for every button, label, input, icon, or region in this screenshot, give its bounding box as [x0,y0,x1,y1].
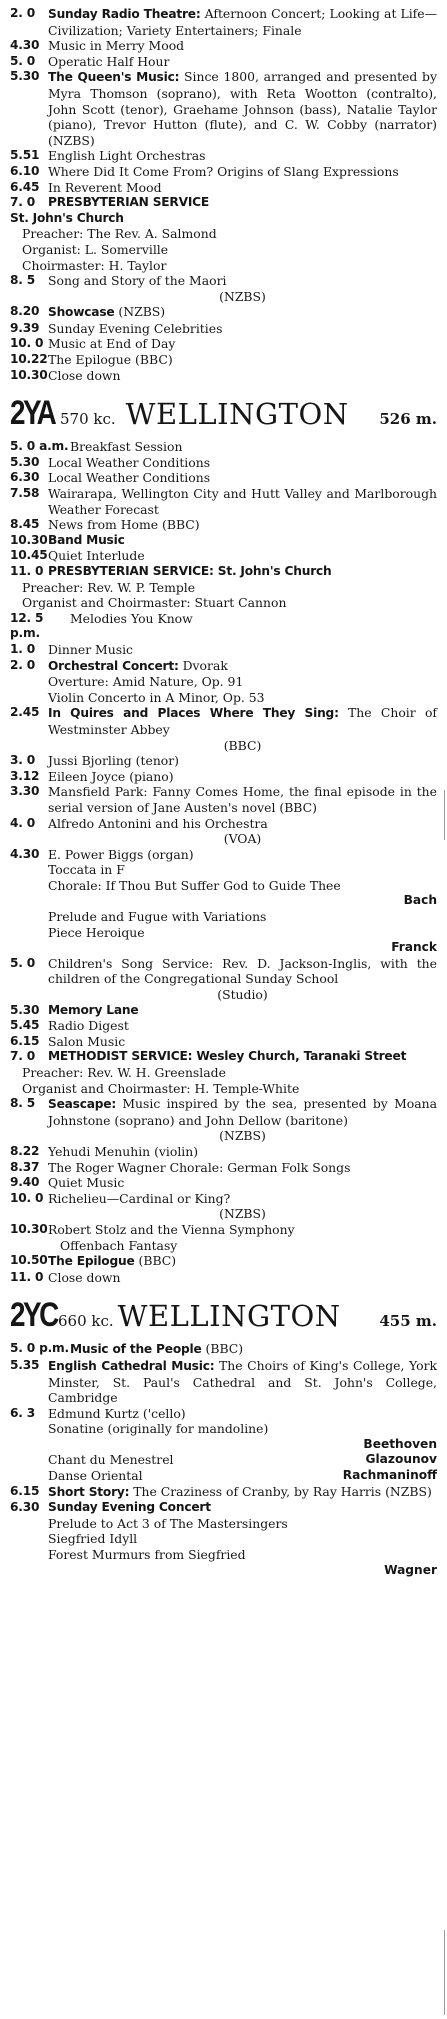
programme-entry [10,1049,437,1065]
composer-label: Rachmaninoff [342,1468,437,1483]
programme-entry [10,1034,437,1050]
programme-entry [10,273,437,304]
entry-text: The Choir of Westminster Abbey [48,705,437,737]
entry-time: 3.12 [10,768,40,783]
programme-entry [10,1270,437,1286]
entry-text: Radio Digest [48,1018,129,1034]
entry-text: Dinner Music [48,641,133,657]
entry-time: 5.45 [10,1018,40,1033]
programme-entry [10,769,437,785]
column-rule [444,790,445,840]
programme-entry [10,148,437,164]
entry-text: Alfredo Antonini and his Orchestra [48,815,268,831]
programme-section-2ya [10,439,437,1285]
column-rule [444,1930,445,2015]
programme-entry [10,1222,437,1253]
entry-text: The Epilogue (BBC) [48,352,173,368]
entry-time: 6.15 [10,1483,40,1498]
piece-line: Chant du Menestrel [48,1452,174,1468]
entry-text: E. Power Biggs (organ) [48,846,194,862]
station-frequency: 570 kc. [60,410,116,429]
entry-credit: (NZBS) [219,288,266,304]
service-line: Preacher: The Rev. A. Salmond [22,226,217,242]
piece-line: Chorale: If Thou But Suffer God to Guide Thee [48,877,341,893]
entry-time: 5.30 [10,454,40,469]
entry-time: 9.40 [10,1175,40,1190]
entry-time: 8.20 [10,304,40,319]
programme-entry [10,368,437,384]
entry-text: Music in Merry Mood [48,38,185,54]
programme-entry [10,304,437,321]
entry-time: 5. 0 [10,53,36,68]
entry-time: 5. 0 [10,955,36,970]
entry-time: 11. 0 [10,564,44,578]
programme-entry [10,455,437,471]
entry-text: (BBC) [138,1253,177,1269]
entry-time: 10.22 [10,352,48,367]
entry-time: 7. 0 [10,195,36,210]
programme-entry [10,548,437,564]
programme-entry [10,180,437,196]
entry-text: Close down [48,367,121,383]
service-details [10,580,437,611]
station-frequency: 660 kc. [58,1312,114,1331]
entry-text: Operatic Half Hour [48,53,170,69]
entry-time: 6. 3 [10,1405,36,1420]
entry-time: 10.30 [10,367,48,382]
entry-text: Breakfast Session [70,439,183,455]
entry-title: Music of the People [70,1342,202,1357]
piece-line: Piece Heroique [48,924,145,940]
programme-entry [10,517,437,533]
entry-time: 12. 5 p.m. [10,610,44,641]
entry-title: Showcase [48,305,115,320]
entry-text: Robert Stolz and the Vienna Symphony [48,1221,295,1237]
programme-section-2yc [10,1341,437,1578]
entry-time: 8.22 [10,1143,40,1158]
entry-time: 4.30 [10,38,40,53]
entry-time: 10. 0 [10,336,44,351]
programme-entry [10,1003,437,1019]
programme-entry [10,195,437,211]
programme-entry [10,54,437,70]
entry-text: Richelieu—Cardinal or King? [48,1190,231,1206]
entry-text: Salon Music [48,1033,126,1049]
entry-text: Quiet Music [48,1175,125,1191]
entry-text: Local Weather Conditions [48,454,211,470]
entry-title: Sunday Radio Theatre: [48,7,201,21]
entry-text: Eileen Joyce (piano) [48,768,174,784]
piece-line: Siegfried Idyll [48,1531,138,1547]
entry-credit: (BBC) [223,737,262,753]
piece-line: Sonatine (originally for mandoline) [48,1421,269,1437]
entry-time: 3. 0 [10,753,36,768]
station-header-2ya [10,395,437,431]
entry-time: 2.45 [10,705,40,720]
programme-entry [10,1484,437,1501]
entry-text: The Roger Wagner Chorale: German Folk Songs [48,1159,351,1175]
service-line: Organist and Choirmaster: Stuart Cannon [22,595,287,611]
entry-time: 8.45 [10,517,40,532]
entry-time: 6.30 [10,470,40,485]
entry-time: 9.39 [10,320,40,335]
entry-time: 5.35 [10,1357,40,1372]
programme-entry [10,1096,437,1144]
entry-text: In Reverent Mood [48,179,162,195]
service-line: Preacher: Rev. W. P. Temple [22,579,196,595]
programme-entry [10,1144,437,1160]
entry-title: PRESBYTERIAN SERVICE: St. John's Church [48,564,332,578]
station-wavelength: 526 m. [379,410,437,429]
entry-text: English Light Orchestras [48,148,206,164]
piece-line: Forest Murmurs from Siegfried [48,1547,246,1563]
entry-text: Jussi Bjorling (tenor) [48,753,180,769]
programme-entry [10,658,437,706]
entry-text: (BBC) [205,1341,244,1357]
entry-text: Edmund Kurtz ('cello) [48,1405,186,1421]
entry-text: The Choirs of King's College, York Minster, St. Paul's Cathedral and St. John's College, Cambridge [48,1357,437,1406]
entry-text: Mansfield Park: Fanny Comes Home, the final episode in the serial version of Jane Austen's novel (BBC) [48,784,437,815]
entry-time: 8. 5 [10,1096,36,1111]
entry-title: Orchestral Concert: [48,658,179,673]
piece-line: Overture: Amid Nature, Op. 91 [48,674,244,690]
entry-credit: (NZBS) [385,1483,432,1499]
piece-line: Offenbach Fantasy [60,1237,178,1253]
entry-time: 3.30 [10,784,40,799]
programme-entry [10,611,437,642]
service-line: Preacher: Rev. W. H. Greenslade [22,1065,226,1080]
entry-time: 5.30 [10,1002,40,1017]
entry-time: 5. 0 a.m. [10,439,69,454]
entry-time: 8.37 [10,1159,40,1174]
entry-time: 2. 0 [10,6,36,20]
service-line: Organist and Choirmaster: H. Temple-White [22,1080,300,1096]
entry-time: 4.30 [10,846,40,861]
entry-subtitle: St. John's Church [10,210,124,225]
entry-time: 6.15 [10,1033,40,1048]
service-details [10,1065,437,1096]
entry-text: Sunday Evening Celebrities [48,320,223,336]
entry-time: 6.30 [10,1500,40,1515]
programme-entry [10,321,437,337]
programme-section-1 [10,6,437,383]
composer-label: Beethoven [363,1436,437,1451]
programme-entry [10,486,437,517]
entry-time: 7.58 [10,486,40,501]
entry-title: Seascape: [48,1097,117,1112]
entry-text: Quiet Interlude [48,548,145,564]
programme-entry [10,1500,437,1578]
entry-text: Song and Story of the Maori [48,273,227,289]
programme-entry [10,1175,437,1191]
entry-title: PRESBYTERIAN SERVICE [48,195,210,210]
programme-entry [10,847,437,956]
entry-text: Since 1800, arranged and presented by Myra Thomson (soprano), with Reta Wootton (contralto), John Scott (tenor), Graehame Johnson (bass), Natalie Taylor (piano), Trevor Hutton (flute), and C. W. Cobby (narrator) [48,69,437,133]
entry-text: Music at End of Day [48,336,176,352]
service-details [10,211,437,273]
service-line: Organist: L. Somerville [22,241,169,257]
entry-time: 5. 0 p.m. [10,1341,69,1356]
programme-entry [10,956,437,1003]
entry-time: 10. 0 [10,1190,44,1205]
station-wavelength: 455 m. [379,1312,437,1331]
service-line: Choirmaster: H. Taylor [22,257,167,273]
entry-text: Dvorak [182,657,228,673]
programme-entry [10,1018,437,1034]
station-header-2yc [10,1297,437,1333]
programme-entry [10,164,437,180]
piece-line: Prelude and Fugue with Variations [48,909,267,925]
programme-entry [10,1358,437,1406]
programme-entry [10,1253,437,1270]
programme-entry [10,6,437,38]
entry-time: 2. 0 [10,657,36,672]
entry-time: 6.10 [10,163,40,178]
entry-text: (NZBS) [118,304,166,320]
entry-text: Afternoon Concert; Looking at Life—Civilization; Variety Entertainers; Finale [48,6,437,38]
entry-text: Wairarapa, Wellington City and Hutt Valley and Marlborough Weather Forecast [48,486,437,517]
entry-text: Music inspired by the sea, presented by Moana Johnstone (soprano) and John Dellow (baritone) [48,1096,437,1128]
entry-time: 5.51 [10,148,40,163]
entry-title: The Queen's Music: [48,70,180,85]
entry-text: Where Did It Come From? Origins of Slang Expressions [48,163,399,179]
entry-text: The Craziness of Cranby, by Ray Harris [133,1483,382,1499]
programme-entry [10,1406,437,1484]
programme-entry [10,352,437,368]
composer-label: Franck [391,940,437,955]
entry-time: 10.30 [10,1221,48,1236]
entry-title: Band Music [48,532,125,547]
programme-entry [10,439,437,455]
entry-credit: (VOA) [223,831,262,847]
entry-time: 10.30 [10,532,48,547]
programme-entry [10,470,437,486]
programme-entry [10,533,437,549]
entry-time: 6.45 [10,179,40,194]
entry-title: The Epilogue [48,1254,135,1269]
piece-line: Violin Concerto in A Minor, Op. 53 [48,689,265,705]
entry-time: 10.45 [10,548,48,563]
entry-time: 10.50 [10,1253,48,1268]
entry-title: METHODIST SERVICE: Wesley Church, Taranaki Street [48,1049,407,1064]
station-callsign: 2YC [10,1296,57,1335]
entry-text: Close down [48,1269,121,1285]
entry-title: Memory Lane [48,1002,139,1017]
entry-time: 8. 5 [10,273,36,288]
entry-credit: (NZBS) [219,1128,266,1144]
programme-entry [10,1341,437,1358]
station-callsign: 2YA [10,394,55,433]
entry-time: 7. 0 [10,1049,36,1064]
station-city: WELLINGTON [125,397,349,432]
programme-entry [10,38,437,54]
entry-credit: (NZBS) [219,1206,266,1222]
entry-text: Yehudi Menuhin (violin) [48,1143,199,1159]
entry-text: Children's Song Service: Rev. D. Jackson-Inglis, with the children of the Congregational Sunday School [48,955,437,987]
programme-entry [10,336,437,352]
entry-time: 1. 0 [10,641,36,656]
entry-credit: (NZBS) [48,132,95,148]
entry-credit: (Studio) [217,987,268,1003]
programme-entry [10,1160,437,1176]
piece-line: Prelude to Act 3 of The Mastersingers [48,1515,288,1531]
station-city: WELLINGTON [117,1299,341,1334]
programme-entry [10,1191,437,1222]
programme-entry [10,69,437,148]
entry-title: Sunday Evening Concert [48,1500,211,1515]
entry-time: 4. 0 [10,815,36,830]
entry-text: Local Weather Conditions [48,470,211,486]
entry-text: News from Home (BBC) [48,517,200,533]
programme-entry [10,642,437,658]
composer-label: Glazounov [365,1452,437,1467]
programme-entry [10,705,437,753]
composer-label: Wagner [384,1562,437,1577]
programme-entry [10,784,437,815]
programme-entry [10,753,437,769]
entry-title: Short Story: [48,1484,130,1499]
piece-line: Toccata in F [48,862,125,878]
piece-line: Danse Oriental [48,1468,143,1484]
entry-text: Melodies You Know [70,610,193,626]
entry-time: 11. 0 [10,1269,44,1284]
entry-title: English Cathedral Music: [48,1358,215,1373]
programme-entry [10,564,437,580]
composer-label: Bach [403,893,437,908]
programme-entry [10,816,437,847]
entry-time: 5.30 [10,69,40,84]
entry-title: In Quires and Places Where They Sing: [48,706,339,721]
